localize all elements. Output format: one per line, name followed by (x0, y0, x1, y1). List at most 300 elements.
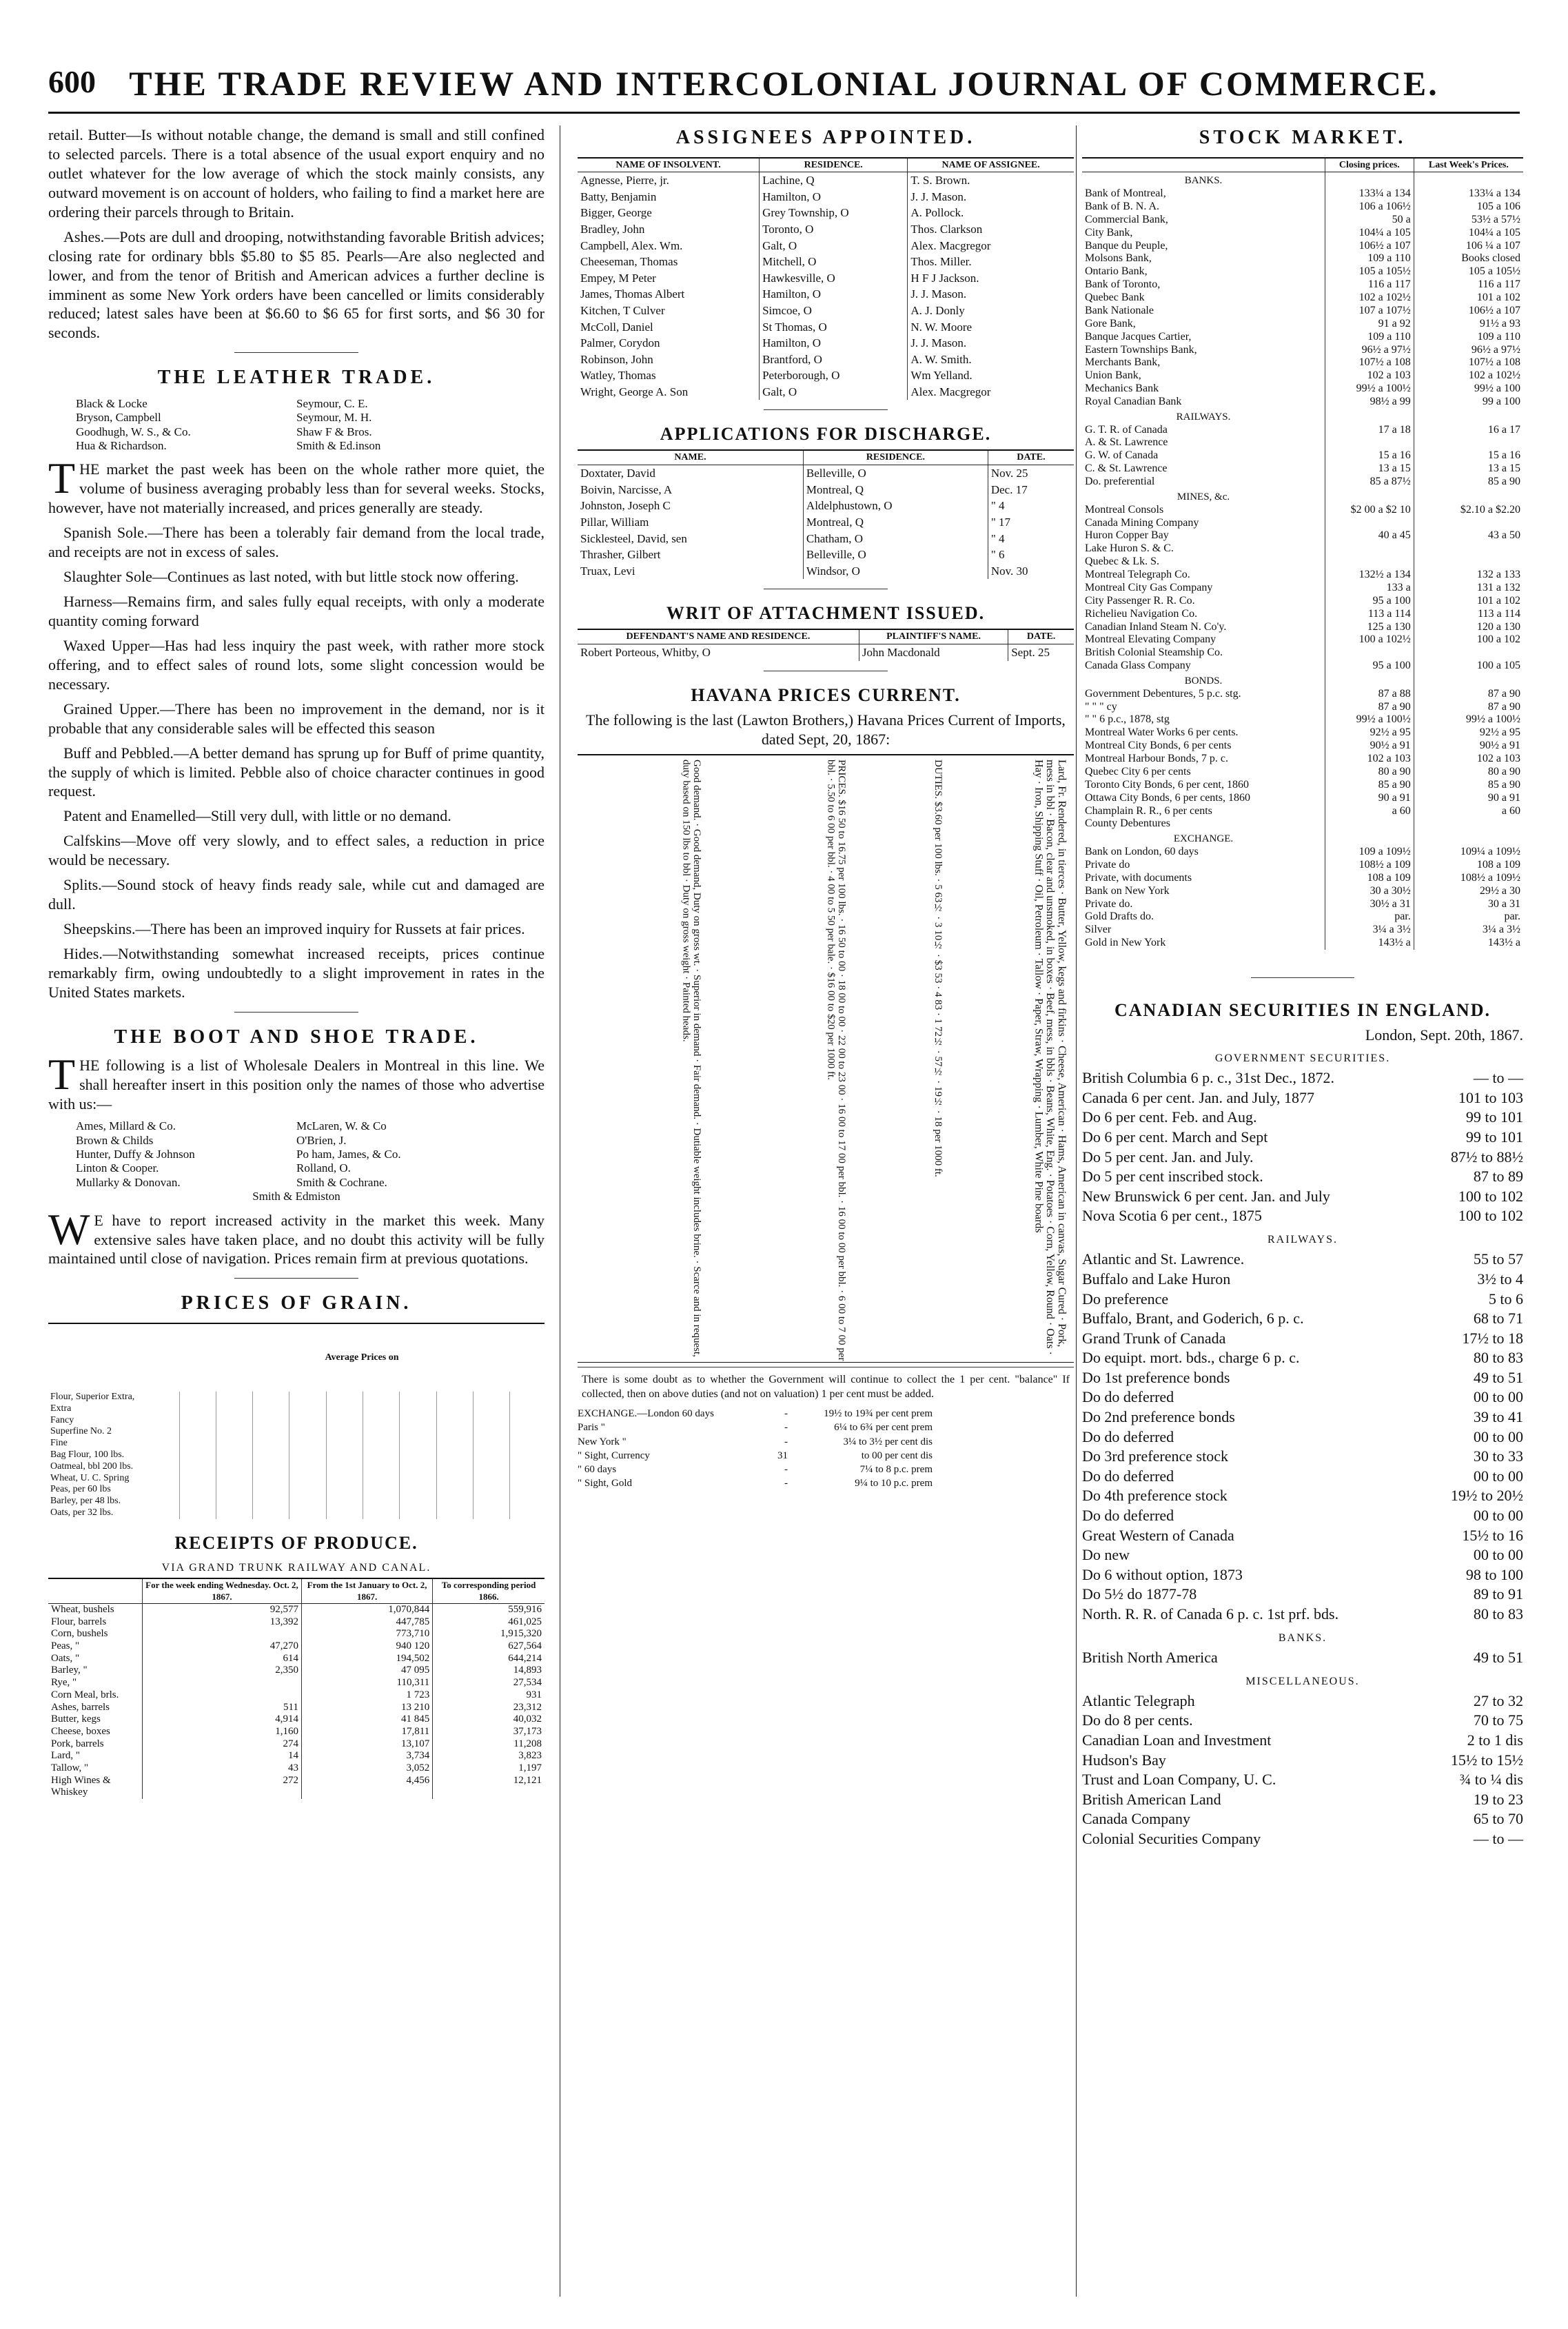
security-row (1082, 1467, 1523, 1487)
stock-price: 120 a 130 (1414, 621, 1523, 634)
stock-price: 85 a 90 (1325, 779, 1414, 792)
security-name: Do 4th preference stock (1082, 1487, 1228, 1505)
stock-price: 105 a 105½ (1414, 265, 1523, 278)
leather-intro: THE market the past week has been on the whole rather more quiet, the volume of business averaging probably less than for several weeks. Stocks, however, have not materially increased, and prices generally are steady. (48, 454, 544, 517)
assignees-cell: J. J. Mason. (908, 286, 1074, 303)
discharge-cell: Nov. 25 (988, 465, 1074, 482)
grain-table (48, 1323, 544, 1519)
security-row (1082, 1270, 1523, 1290)
grain-cell (179, 1415, 216, 1427)
grain-cell (510, 1403, 544, 1415)
stock-row (1082, 240, 1523, 253)
security-name: Nova Scotia 6 per cent., 1875 (1082, 1207, 1262, 1225)
stock-price: 105 a 105½ (1325, 265, 1414, 278)
assignees-cell: A. Pollock. (908, 205, 1074, 221)
securities-group-name: GOVERNMENT SECURITIES. (1214, 1052, 1391, 1064)
assignees-row (578, 367, 1074, 384)
grain-label: Oatmeal, bbl 200 lbs. (50, 1461, 134, 1472)
stock-price: 92½ a 95 (1414, 726, 1523, 740)
security-name: Do do deferred (1082, 1507, 1174, 1525)
stock-name: Gold Drafts do. (1085, 911, 1154, 923)
security-row (1082, 1506, 1523, 1526)
stock-name: C. & St. Lawrence (1085, 462, 1168, 475)
grain-cell (510, 1392, 544, 1403)
assignees-row (578, 384, 1074, 400)
leather-item: Patent and Enamelled—Still very dull, with little or no demand. (63, 807, 451, 825)
security-name: Atlantic Telegraph (1082, 1691, 1195, 1709)
receipts-value: 4,456 (301, 1775, 432, 1799)
assignees-row (578, 172, 1074, 189)
grain-cell (510, 1484, 544, 1496)
security-price: 30 to 33 (1473, 1447, 1523, 1465)
discharge-row (578, 531, 1074, 547)
receipts-value: 14 (143, 1750, 302, 1762)
grain-cell (253, 1473, 289, 1485)
receipts-value: 644,214 (433, 1653, 544, 1665)
grain-cell (473, 1450, 509, 1461)
grain-cell (510, 1450, 544, 1461)
stock-price (1325, 436, 1414, 449)
stock-price: 105 a 106 (1414, 201, 1523, 214)
stock-row (1082, 766, 1523, 779)
security-price: ¾ to ¼ dis (1459, 1771, 1523, 1789)
page-title: THE TRADE REVIEW AND INTERCOLONIAL JOURNAL OF COMMERCE. (129, 64, 1439, 103)
grain-cell (473, 1507, 509, 1519)
stock-row (1082, 396, 1523, 409)
stock-price: Books closed (1414, 252, 1523, 265)
havana-title: HAVANA PRICES CURRENT. (691, 684, 961, 705)
boot-intro: THE following is a list of Wholesale Dealers in Montreal in this line. We shall hereafter insert in this position only the names of those who advertise with us:— (48, 1050, 544, 1113)
stock-row (1082, 872, 1523, 885)
stock-price (1325, 556, 1414, 569)
stock-price: 13 a 15 (1325, 462, 1414, 476)
grain-label: Peas, per 60 lbs (50, 1484, 111, 1495)
stock-group (1082, 831, 1523, 846)
stock-name: County Debentures (1085, 817, 1170, 830)
grain-cell (473, 1484, 509, 1496)
security-price: 99 to 101 (1465, 1108, 1523, 1126)
exchange-cell: " Sight, Currency (578, 1450, 650, 1461)
stock-name: Montreal Harbour Bonds, 7 p. c. (1085, 753, 1228, 765)
exchange-row (578, 1463, 1074, 1476)
stock-row (1082, 647, 1523, 660)
discharge-cell: Chatham, O (803, 531, 988, 547)
grain-cell (473, 1438, 509, 1450)
stock-row (1082, 517, 1523, 530)
grain-cell (363, 1438, 399, 1450)
security-row (1082, 1068, 1523, 1088)
stock-row (1082, 265, 1523, 278)
stock-name: Richelieu Navigation Co. (1085, 607, 1198, 620)
receipts-title: RECEIPTS OF PRODUCE. (174, 1532, 418, 1553)
assignees-row (578, 205, 1074, 221)
stock-price: a 60 (1414, 805, 1523, 818)
receipts-value: 17,811 (301, 1726, 432, 1738)
stock-price: $2 00 a $2 10 (1325, 504, 1414, 517)
receipts-value: 773,710 (301, 1628, 432, 1640)
column-rule-2 (1076, 125, 1077, 2297)
discharge-head: DATE. (988, 450, 1074, 465)
security-row (1082, 1309, 1523, 1329)
stock-name: Merchants Bank, (1085, 356, 1161, 369)
boot-firm: Ames, Millard & Co. (76, 1119, 176, 1133)
grain-label: Fancy (50, 1414, 74, 1425)
receipts-value: 3,823 (433, 1750, 544, 1762)
leather-firm: Seymour, M. H. (296, 411, 372, 425)
security-price: — to — (1473, 1069, 1523, 1087)
assignees-cell: Batty, Benjamin (580, 190, 657, 203)
receipts-label: Peas, " (51, 1640, 80, 1652)
security-name: New Brunswick 6 per cent. Jan. and July (1082, 1187, 1330, 1205)
grain-cell (253, 1426, 289, 1438)
stock-price: 102 a 103 (1414, 753, 1523, 766)
stock-price: 90 a 91 (1414, 792, 1523, 805)
stock-price: 96½ a 97½ (1414, 344, 1523, 357)
assignees-row (578, 286, 1074, 303)
receipts-value: 194,502 (301, 1653, 432, 1665)
receipts-label: Ashes, barrels (51, 1701, 110, 1713)
receipts-row (48, 1665, 544, 1677)
assignees-row (578, 352, 1074, 368)
securities-group-name: RAILWAYS. (1267, 1234, 1338, 1246)
exchange-cell: 19½ to 19¾ per cent prem (824, 1408, 933, 1420)
exchange-cell: 3¼ to 3½ per cent dis (843, 1436, 933, 1447)
grain-row (48, 1507, 544, 1519)
stock-price: 15 a 16 (1325, 449, 1414, 462)
leather-item: Grained Upper.—There has been no improvement in the demand, nor is it probable that any considerable sales will be effected this season (48, 700, 544, 737)
discharge-cell: Nov. 30 (988, 563, 1074, 580)
receipts-subtitle: VIA GRAND TRUNK RAILWAY AND CANAL. (161, 1561, 431, 1574)
security-price: 87½ to 88½ (1450, 1148, 1523, 1166)
receipts-label: High Wines & Whiskey (51, 1774, 111, 1798)
receipts-label: Butter, kegs (51, 1713, 101, 1725)
grain-cell (216, 1392, 252, 1403)
writ-head: DEFENDANT'S NAME AND RESIDENCE. (578, 629, 859, 644)
receipts-value: 627,564 (433, 1640, 544, 1653)
security-row (1082, 1167, 1523, 1187)
security-row (1082, 1407, 1523, 1427)
security-name: Do preference (1082, 1290, 1169, 1308)
security-price: 39 to 41 (1473, 1408, 1523, 1426)
receipts-value: 41 845 (301, 1713, 432, 1726)
ashes-paragraph: Ashes.—Pots are dull and drooping, notwithstanding favorable British advices; closing rate for ordinary bbls $5.80 to $5 85. Pearls—Are also neglected and lower, and from the tenor of British and American advices a further decline is imminent as some New York orders have been cancelled or limits considerably reduced; latest sales have been at $6.60 to $6 65 for first sorts, and $6 30 for seconds. (48, 227, 544, 342)
stock-price: 108½ a 109 (1325, 859, 1414, 872)
leather-firm: Smith & Ed.inson (296, 439, 381, 453)
grain-cell (473, 1403, 509, 1415)
security-price: 68 to 71 (1473, 1310, 1523, 1328)
security-row (1082, 1565, 1523, 1585)
receipts-value: 43 (143, 1762, 302, 1775)
security-price: 87 to 89 (1473, 1168, 1523, 1186)
leather-item: Spanish Sole.—There has been a tolerably fair demand from the local trade, and receipts are not in excess of sales. (48, 524, 544, 561)
assignees-cell: Hawkesville, O (760, 270, 908, 287)
security-name: Do 6 without option, 1873 (1082, 1565, 1243, 1583)
havana-price-table (578, 754, 1074, 1363)
canadian-securities-title: CANADIAN SECURITIES IN ENGLAND. (1114, 1000, 1491, 1020)
receipts-value: 13 210 (301, 1702, 432, 1714)
stock-name: Montreal Elevating Company (1085, 633, 1216, 646)
stock-price: 90 a 91 (1325, 792, 1414, 805)
grain-cell (216, 1507, 252, 1519)
column-middle (578, 125, 1074, 1491)
security-price: 19 to 23 (1473, 1790, 1523, 1808)
stock-price (1414, 436, 1523, 449)
grain-cell (253, 1392, 289, 1403)
stock-price: 108 a 109 (1414, 859, 1523, 872)
leather-item: Harness—Remains firm, and sales fully equal receipts, with only a moderate quantity coming forward (48, 593, 544, 629)
havana-intro: The following is the last (Lawton Brothers,) Havana Prices Current of Imports, dated Sept, 20, 1867: (586, 711, 1066, 748)
security-price: 00 to 00 (1473, 1427, 1523, 1445)
grain-cell (436, 1484, 473, 1496)
grain-row (48, 1496, 544, 1507)
boot-firm: Po ham, James, & Co. (296, 1148, 401, 1161)
exchange-rates (578, 1407, 1074, 1491)
receipts-label: Lard, " (51, 1750, 80, 1762)
security-price: 00 to 00 (1473, 1507, 1523, 1525)
stock-name: Gore Bank, (1085, 317, 1136, 329)
assignees-cell: McColl, Daniel (580, 320, 653, 334)
receipts-row (48, 1713, 544, 1726)
grain-cell (326, 1484, 363, 1496)
stock-row (1082, 582, 1523, 595)
security-row (1082, 1447, 1523, 1467)
stock-price: par. (1414, 911, 1523, 924)
grain-row (48, 1461, 544, 1473)
stock-row (1082, 817, 1523, 831)
grain-cell (326, 1473, 363, 1485)
security-row (1082, 1731, 1523, 1751)
assignees-cell: Watley, Thomas (580, 369, 656, 383)
exchange-row (578, 1476, 1074, 1490)
grain-cell (326, 1403, 363, 1415)
stock-row (1082, 792, 1523, 805)
leather-firm: Bryson, Campbell (76, 411, 161, 425)
security-price: 00 to 00 (1473, 1388, 1523, 1406)
exchange-cell: - (784, 1464, 788, 1476)
security-name: Do 1st preference bonds (1082, 1368, 1230, 1386)
grain-row (48, 1415, 544, 1427)
receipts-row (48, 1738, 544, 1751)
writ-table (578, 629, 1074, 660)
grain-cell (473, 1415, 509, 1427)
stock-price: 133¼ a 134 (1325, 187, 1414, 201)
receipts-value: 13,392 (143, 1616, 302, 1629)
grain-cell (253, 1415, 289, 1427)
security-price: 80 to 83 (1473, 1349, 1523, 1367)
section-divider (1251, 977, 1354, 978)
exchange-cell: 6¼ to 6¾ per cent prem (834, 1422, 933, 1434)
assignees-head: NAME OF INSOLVENT. (578, 158, 760, 172)
stock-name: Private, with documents (1085, 871, 1192, 884)
stock-price (1325, 517, 1414, 530)
grain-cell (510, 1473, 544, 1485)
grain-cell (216, 1415, 252, 1427)
stock-row (1082, 633, 1523, 647)
stock-price: 95 a 100 (1325, 595, 1414, 608)
grain-cell (253, 1450, 289, 1461)
grain-row (48, 1392, 544, 1403)
stock-price: 113 a 114 (1325, 608, 1414, 621)
stock-price: 99½ a 100½ (1325, 383, 1414, 396)
grain-cell (216, 1484, 252, 1496)
receipts-head: From the 1st January to Oct. 2, 1867. (301, 1578, 432, 1604)
security-name: Grand Trunk of Canada (1082, 1329, 1226, 1347)
grain-cell (436, 1392, 473, 1403)
discharge-table (578, 449, 1074, 579)
grain-cell (289, 1415, 326, 1427)
stock-row (1082, 595, 1523, 608)
grain-cell (436, 1473, 473, 1485)
stock-price: 113 a 114 (1414, 608, 1523, 621)
security-price: 49 to 51 (1473, 1648, 1523, 1666)
stock-price (1325, 542, 1414, 556)
grain-cell (436, 1507, 473, 1519)
assignees-cell: Bigger, George (580, 206, 652, 220)
stock-group-name: EXCHANGE. (1173, 833, 1234, 845)
receipts-value: 92,577 (143, 1604, 302, 1616)
leather-firm-list (48, 397, 544, 454)
havana-duties: DUTIES. $3.60 per 100 lbs. · 5 63½ · 3 10½ · $3 53 · 4 83 · 1 72½ · 57½ · 19½ · 18 per 1000 ft. (933, 760, 944, 1178)
security-row (1082, 1206, 1523, 1226)
grain-header: Average Prices on (325, 1352, 399, 1363)
grain-cell (436, 1415, 473, 1427)
security-row (1082, 1108, 1523, 1128)
stock-price: 109 a 110 (1414, 331, 1523, 344)
leather-item: Buff and Pebbled.—A better demand has sprung up for Buff of prime quantity, the supply of which is limited. Pebble also of choice character continues in good request. (48, 744, 544, 800)
stock-price (1414, 817, 1523, 831)
grain-cell (216, 1461, 252, 1473)
grain-cell (216, 1426, 252, 1438)
grain-cell (400, 1496, 436, 1507)
stock-row (1082, 608, 1523, 621)
stock-name: Quebec City 6 per cents (1085, 765, 1191, 777)
stock-price: 100 a 102 (1414, 633, 1523, 647)
boot-shoe-title: THE BOOT AND SHOE TRADE. (114, 1026, 479, 1048)
receipts-row (48, 1653, 544, 1665)
stock-price (1414, 517, 1523, 530)
stock-row (1082, 318, 1523, 331)
exchange-cell: - (784, 1422, 788, 1434)
discharge-head: NAME. (578, 450, 803, 465)
page-number: 600 (48, 64, 96, 99)
exchange-row (578, 1435, 1074, 1449)
grain-cell (363, 1450, 399, 1461)
stock-name: Huron Copper Bay (1085, 529, 1169, 542)
boot-firm: Rolland, O. (296, 1161, 351, 1175)
discharge-cell: Belleville, O (803, 547, 988, 563)
stock-name: Quebec & Lk. S. (1085, 556, 1159, 568)
stock-name: " " " cy (1085, 700, 1117, 713)
stock-row (1082, 924, 1523, 937)
receipts-value: 40,032 (433, 1713, 544, 1726)
security-price: 100 to 102 (1458, 1207, 1523, 1225)
stock-price: 50 a (1325, 214, 1414, 227)
receipts-value: 12,121 (433, 1775, 544, 1799)
grain-row (48, 1473, 544, 1485)
grain-cell (400, 1392, 436, 1403)
stock-row (1082, 227, 1523, 240)
stock-row (1082, 449, 1523, 462)
grain-cell (400, 1461, 436, 1473)
assignees-row (578, 189, 1074, 205)
assignees-cell: St Thomas, O (760, 319, 908, 336)
stock-row (1082, 278, 1523, 292)
stock-row (1082, 252, 1523, 265)
assignees-cell: Hamilton, O (760, 335, 908, 352)
havana-items: Lard, Fr. Rendered, in tierces · Butter, Yellow, kegs and firkins · Cheese, American · Hams, American in canvas, Sugar Cured · Pork, mess in bbl · Bacon, clear and unsmoked, in boxes · Beef, mess, in bbls · Beans, White, Eng. · Potatoes · Corn, Yellow, Round · Oats · Hay · Iron, Shipping Stuff · Oil, Petroleum · Tallow · Paper, Straw, Wrapping · Lumber, White Pine boards (1032, 760, 1068, 1356)
grain-cell (216, 1473, 252, 1485)
receipts-value: 3,734 (301, 1750, 432, 1762)
security-price: 65 to 70 (1473, 1810, 1523, 1828)
grain-cell (400, 1415, 436, 1427)
stock-row (1082, 424, 1523, 437)
assignees-cell: Galt, O (760, 238, 908, 254)
discharge-cell: Boivin, Narcisse, A (580, 482, 673, 496)
security-name: British American Land (1082, 1790, 1221, 1808)
security-price: 101 to 103 (1458, 1088, 1523, 1106)
stock-price: 133 a (1325, 582, 1414, 595)
stock-price: 99 a 100 (1414, 396, 1523, 409)
stock-price: 85 a 87½ (1325, 476, 1414, 489)
grain-cell (289, 1450, 326, 1461)
stock-price: 87 a 90 (1414, 701, 1523, 714)
stock-name: Montreal City Gas Company (1085, 581, 1213, 593)
stock-market-table (1082, 157, 1523, 950)
grain-cell (510, 1438, 544, 1450)
receipts-value (143, 1628, 302, 1640)
security-price: 99 to 101 (1465, 1128, 1523, 1146)
grain-cell (253, 1438, 289, 1450)
exchange-cell: 7¼ to 8 p.c. prem (859, 1464, 933, 1476)
stock-name: British Colonial Steamship Co. (1085, 647, 1223, 659)
security-name: Hudson's Bay (1082, 1751, 1166, 1769)
grain-cell (326, 1415, 363, 1427)
stock-price: 3¼ a 3½ (1414, 924, 1523, 937)
stock-price: 102 a 103 (1325, 753, 1414, 766)
boot-paragraph: WE have to report increased activity in the market this week. Many extensive sales have taken place, and no doubt this activity will be fully maintained until close of navigation. Prices remain firm at previous quotations. (48, 1204, 544, 1268)
grain-cell (216, 1496, 252, 1507)
leather-firm: Goodhugh, W. S., & Co. (76, 425, 191, 438)
grain-label: Extra (50, 1403, 72, 1414)
receipts-label: Corn Meal, brls. (51, 1689, 119, 1700)
security-price: 17½ to 18 (1462, 1329, 1523, 1347)
security-name: North. R. R. of Canada 6 p. c. 1st prf. bds. (1082, 1605, 1339, 1623)
security-row (1082, 1545, 1523, 1565)
exchange-cell: " Sight, Gold (578, 1478, 633, 1489)
leather-firm: Black & Locke (76, 396, 147, 410)
assignees-cell: N. W. Moore (908, 319, 1074, 336)
grain-row (48, 1438, 544, 1450)
stock-price: 43 a 50 (1414, 529, 1523, 542)
stock-name: Private do (1085, 858, 1130, 871)
grain-cell (326, 1450, 363, 1461)
stock-price: 107½ a 108 (1414, 356, 1523, 369)
receipts-value: 1,070,844 (301, 1604, 432, 1616)
security-row (1082, 1368, 1523, 1388)
stock-row (1082, 701, 1523, 714)
stock-row (1082, 201, 1523, 214)
stock-name: Eastern Townships Bank, (1085, 343, 1197, 356)
grain-row (48, 1403, 544, 1415)
assignees-cell: Simcoe, O (760, 303, 908, 319)
assignees-cell: Peterborough, O (760, 367, 908, 384)
security-name: Do 5½ do 1877-78 (1082, 1585, 1197, 1603)
security-name: Buffalo, Brant, and Goderich, 6 p. c. (1082, 1310, 1304, 1328)
stock-price: 132 a 133 (1414, 569, 1523, 582)
assignees-cell: Campbell, Alex. Wm. (580, 238, 683, 252)
grain-cell (289, 1438, 326, 1450)
discharge-cell: Montreal, Q (803, 482, 988, 498)
